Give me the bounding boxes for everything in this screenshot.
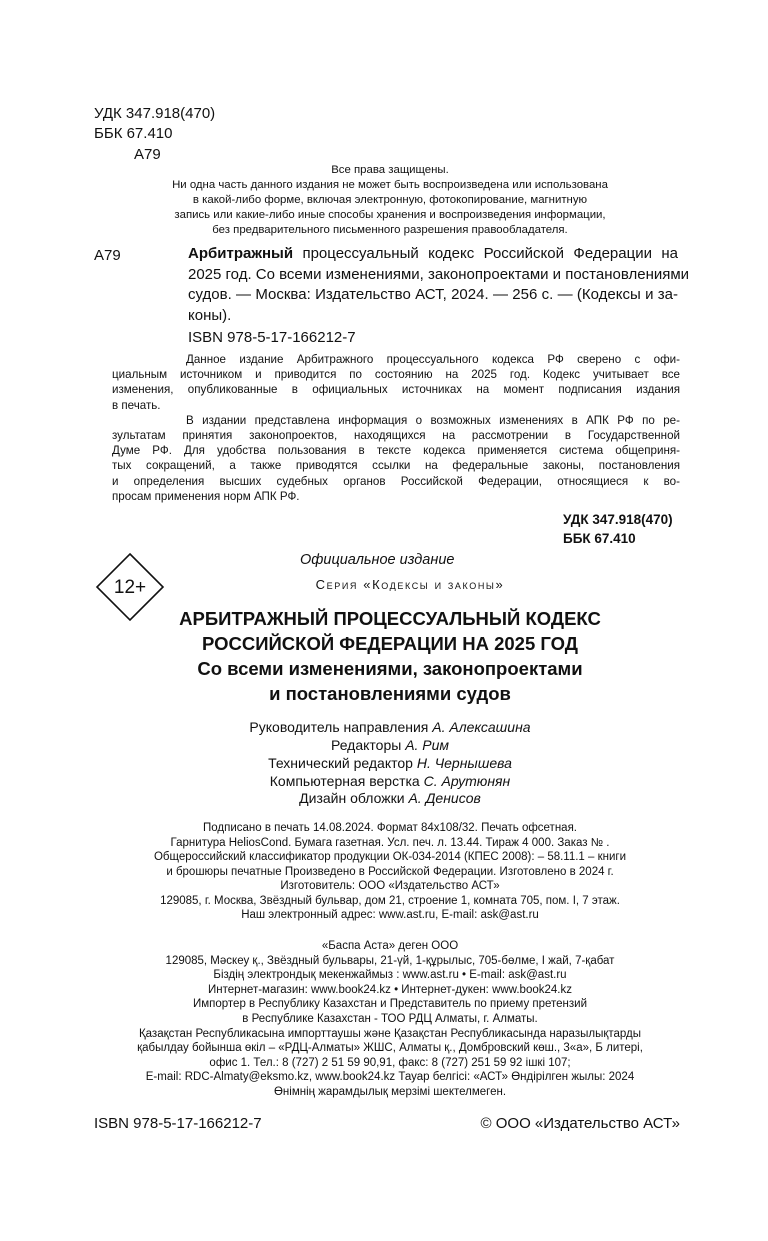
bib-line	[188, 244, 678, 265]
credit-name: А. Алексашина	[432, 719, 531, 735]
subtitle-line: Со всеми изменениями, законопроектами	[197, 658, 583, 679]
annotation-line: изменения, опубликованные в официальных источниках на момент подписания издания	[112, 383, 680, 397]
age-rating-text: 12+	[113, 577, 147, 598]
series-name	[150, 576, 670, 594]
annotation-line: просам применения норм АПК РФ.	[112, 489, 300, 503]
imprint-kz-line: Біздің электрондық мекенжаймыз : www.ast.ru • E-mail: ask@ast.ru	[213, 969, 567, 981]
annotation-line: В издании представлена информация о возможных изменениях в АПК РФ по ре-	[186, 413, 680, 427]
annotation-line: Данное издание Арбитражного процессуального кодекса РФ сверено с офи-	[186, 353, 680, 366]
rights-notice	[130, 163, 650, 238]
annotation-line: тых сокращений, а также приводятся ссылки на федеральные законы, постановления	[112, 459, 680, 473]
credit-role: Редакторы	[330, 737, 402, 753]
bib-line-rest: процессуальный кодекс Российской Федерации на	[293, 245, 678, 262]
imprint-kz-line: 129085, Мәскеу қ., Звёздный бульвары, 21-үй, 1-құрылыс, 705-бөлме, I жай, 7-қабат	[165, 955, 615, 967]
imprint-kz-line: «Баспа Аста» деген ООО	[321, 940, 459, 952]
rights-line: Ни одна часть данного издания не может быть воспроизведена или использована	[172, 179, 608, 191]
official-edition: Официальное издание	[300, 552, 455, 568]
credit-line	[100, 755, 680, 773]
imprint-line: Наш электронный адрес: www.ast.ru, E-mail: ask@ast.ru	[241, 909, 539, 921]
imprint-kz-line: Импортер в Республику Казахстан и Представитель по приему претензий	[192, 998, 588, 1010]
rights-line: Все права защищены.	[331, 164, 449, 176]
credit-line	[100, 773, 680, 791]
series-text: Серия «Кодексы и законы»	[315, 577, 505, 592]
annotation-line: циальным источником и приводится по состоянию на 2025 год. Кодекс учитывает все	[112, 368, 680, 382]
imprint-line: и брошюры печатные Произведено в Российской Федерации. Изготовлено в 2024 г.	[166, 866, 614, 878]
annotation	[112, 352, 680, 504]
credit-name: А. Денисов	[408, 790, 481, 806]
rights-line: запись или какие-либо иные способы хранения и воспроизведения информации,	[174, 209, 606, 221]
bibliographic-entry	[188, 244, 690, 326]
udk-code-bold: УДК 347.918(470)	[563, 512, 673, 527]
annotation-line: и определения высших судебных органов Российской Федерации, относящиеся к во-	[112, 474, 680, 488]
credit-name: А. Рим	[405, 737, 450, 753]
credit-role: Компьютерная верстка	[269, 773, 420, 789]
imprint-line: 129085, г. Москва, Звёздный бульвар, дом 21, строение 1, комната 705, пом. I, 7 этаж.	[160, 895, 620, 907]
isbn-footer: ISBN 978-5-17-166212-7	[94, 1115, 262, 1132]
credit-role: Руководитель направления	[249, 719, 429, 735]
bib-author-mark: А79	[94, 247, 121, 264]
rights-line: без предварительного письменного разрешения правообладателя.	[212, 224, 568, 236]
credit-name: Н. Чернышева	[416, 755, 512, 771]
subtitle-line: и постановлениями судов	[269, 683, 511, 704]
bib-line: 2025 год. Со всеми изменениями, законопроектами и постановлениями	[188, 265, 690, 283]
credit-role: Дизайн обложки	[299, 790, 405, 806]
credit-name: С. Арутюнян	[423, 773, 511, 789]
bbk-code-bold: ББК 67.410	[563, 531, 636, 546]
credit-role: Технический редактор	[268, 755, 413, 771]
imprint-kz-line: в Республике Казахстан - ТОО РДЦ Алматы, г. Алматы.	[242, 1013, 538, 1025]
credit-line	[100, 790, 680, 808]
annotation-line: зультатам принятия законопроектов, находящихся на рассмотрении в Государственной	[112, 429, 680, 443]
imprint-line: Изготовитель: ООО «Издательство АСТ»	[280, 880, 500, 892]
imprint-line: Общероссийский классификатор продукции ОК-034-2014 (КПЕС 2008): – 58.11.1 – книги	[153, 851, 627, 863]
bib-line: коны).	[188, 306, 232, 324]
imprint-line: Подписано в печать 14.08.2024. Формат 84х108/32. Печать офсетная.	[202, 822, 577, 834]
udk-code: УДК 347.918(470)	[94, 105, 216, 122]
main-title-line: РОССИЙСКОЙ ФЕДЕРАЦИИ НА 2025 ГОД	[202, 633, 578, 654]
imprint-kz-line: офис 1. Тел.: 8 (727) 2 51 59 90,91, факс: 8 (727) 251 59 92 ішкі 107;	[209, 1057, 571, 1069]
annotation-line: в печать.	[112, 398, 161, 412]
main-title-line: АРБИТРАЖНЫЙ ПРОЦЕССУАЛЬНЫЙ КОДЕКС	[179, 608, 601, 629]
imprint-kz-line: қабылдау бойынша өкіл – «РДЦ-Алматы» ЖШС, Алматы қ., Домбровский көш., 3«а», Б литері,	[137, 1042, 643, 1054]
author-mark: А79	[134, 146, 161, 163]
imprint-kz-line: Интернет-магазин: www.book24.kz • Интернет-дукен: www.book24.kz	[208, 984, 572, 996]
imprint-kz-line: Қазақстан Республикасына импорттаушы және Қазақстан Республикасында наразылықтарды	[138, 1028, 642, 1040]
imprint-kz-line: E-mail: RDC-Almaty@eksmo.kz, www.book24.kz Тауар белгісі: «АСТ» Өндірілген жылы: 2024	[145, 1071, 635, 1083]
copyright: © ООО «Издательство АСТ»	[480, 1115, 680, 1132]
credit-line	[100, 719, 680, 737]
imprint-line: Гарнитура HeliosCond. Бумага газетная. Усл. печ. л. 13.44. Тираж 4 000. Заказ № .	[170, 837, 610, 849]
imprint-kz-line: Өнімнің жарамдылық мерзімі шектелмеген.	[273, 1086, 507, 1098]
annotation-line: Думе РФ. Для удобства пользования в тексте кодекса применяется система общеприня-	[112, 444, 680, 458]
credit-line	[100, 737, 680, 755]
isbn: ISBN 978-5-17-166212-7	[188, 329, 356, 346]
bib-title-bold: Арбитражный	[188, 245, 294, 262]
bib-line: судов. — Москва: Издательство АСТ, 2024. — 256 с. — (Кодексы и за-	[188, 286, 678, 303]
rights-line: в какой-либо форме, включая электронную, фотокопирование, магнитную	[192, 194, 588, 206]
bbk-code: ББК 67.410	[94, 125, 173, 142]
